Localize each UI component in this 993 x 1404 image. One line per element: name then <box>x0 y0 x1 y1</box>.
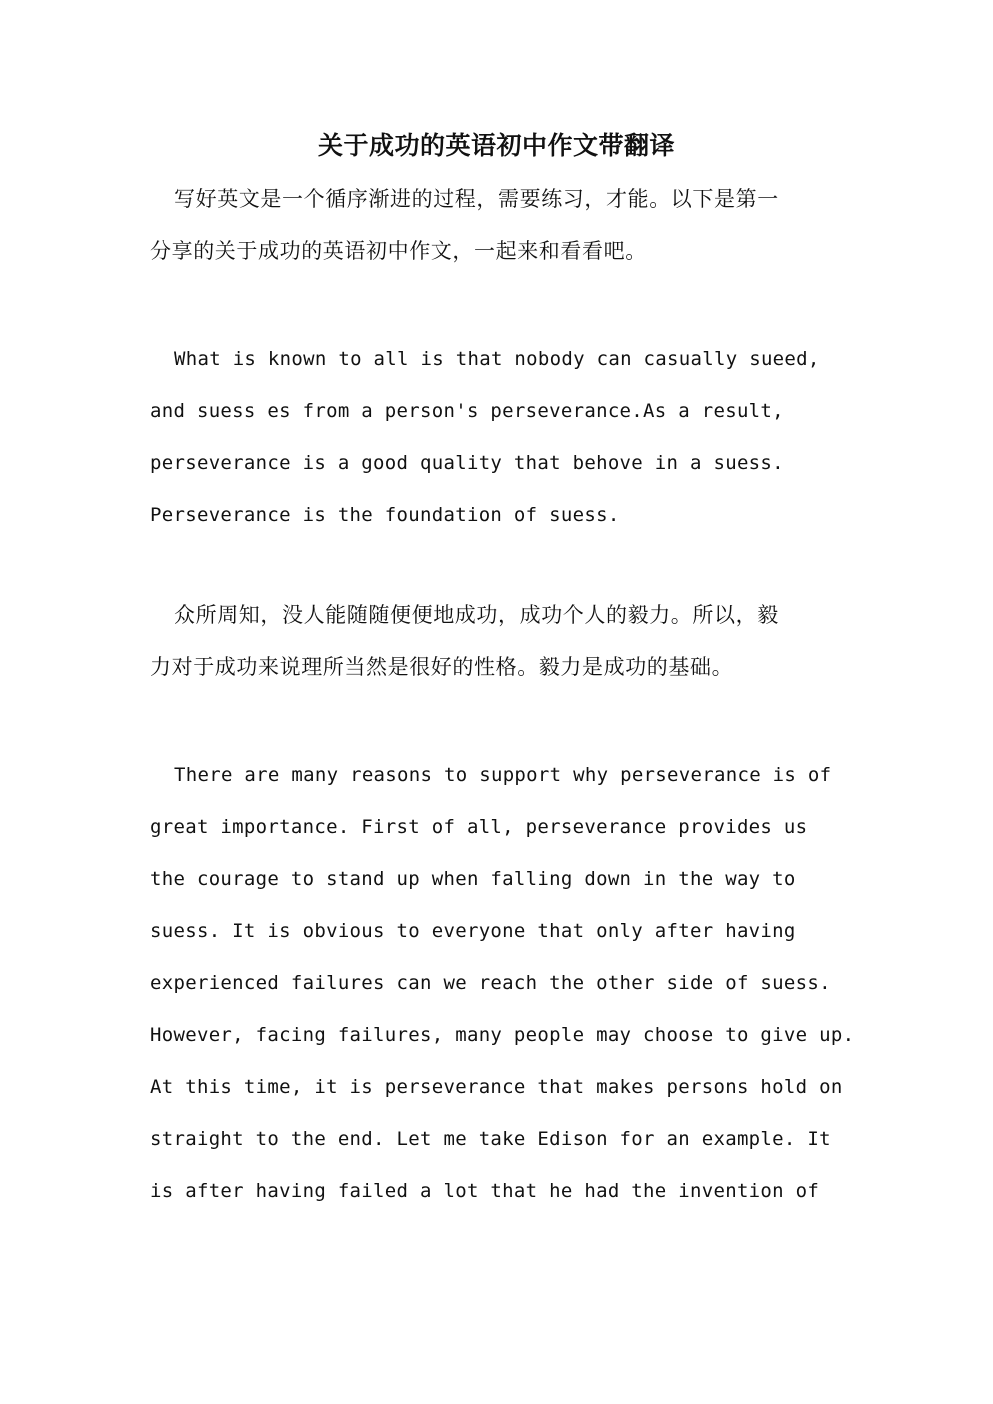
paragraph-4-line-6: However, facing failures, many people may choose to give up. <box>150 1024 855 1046</box>
document-title: 关于成功的英语初中作文带翻译 <box>317 131 675 160</box>
paragraph-4-line-4: suess. It is obvious to everyone that only after having <box>150 920 796 942</box>
paragraph-3-line-2: 力对于成功来说理所当然是很好的性格。毅力是成功的基础。 <box>150 655 734 679</box>
paragraph-4-line-5: experienced failures can we reach the other side of suess. <box>150 972 831 994</box>
paragraph-2-line-1: What is known to all is that nobody can casually sueed, <box>174 348 820 370</box>
paragraph-3-line-1: 众所周知，没人能随随便便地成功，成功个人的毅力。所以，毅 <box>174 603 779 627</box>
paragraph-2-line-3: perseverance is a good quality that behove in a suess. <box>150 452 784 474</box>
paragraph-2-line-4: Perseverance is the foundation of suess. <box>150 504 620 526</box>
paragraph-4-line-2: great importance. First of all, perseverance provides us <box>150 816 808 838</box>
paragraph-4-line-1: There are many reasons to support why perseverance is of <box>174 764 832 786</box>
paragraph-4-line-8: straight to the end. Let me take Edison for an example. It <box>150 1128 831 1150</box>
paragraph-1-line-1: 写好英文是一个循序渐进的过程，需要练习，才能。以下是第一 <box>174 187 779 211</box>
paragraph-1-line-2: 分享的关于成功的英语初中作文，一起来和看看吧。 <box>150 239 647 263</box>
paragraph-4-line-7: At this time, it is perseverance that makes persons hold on <box>150 1076 843 1098</box>
paragraph-2-line-2: and suess es from a person's perseverance.As a result, <box>150 400 784 422</box>
paragraph-4-line-3: the courage to stand up when falling down in the way to <box>150 868 796 890</box>
paragraph-4-line-9: is after having failed a lot that he had the invention of <box>150 1180 820 1202</box>
